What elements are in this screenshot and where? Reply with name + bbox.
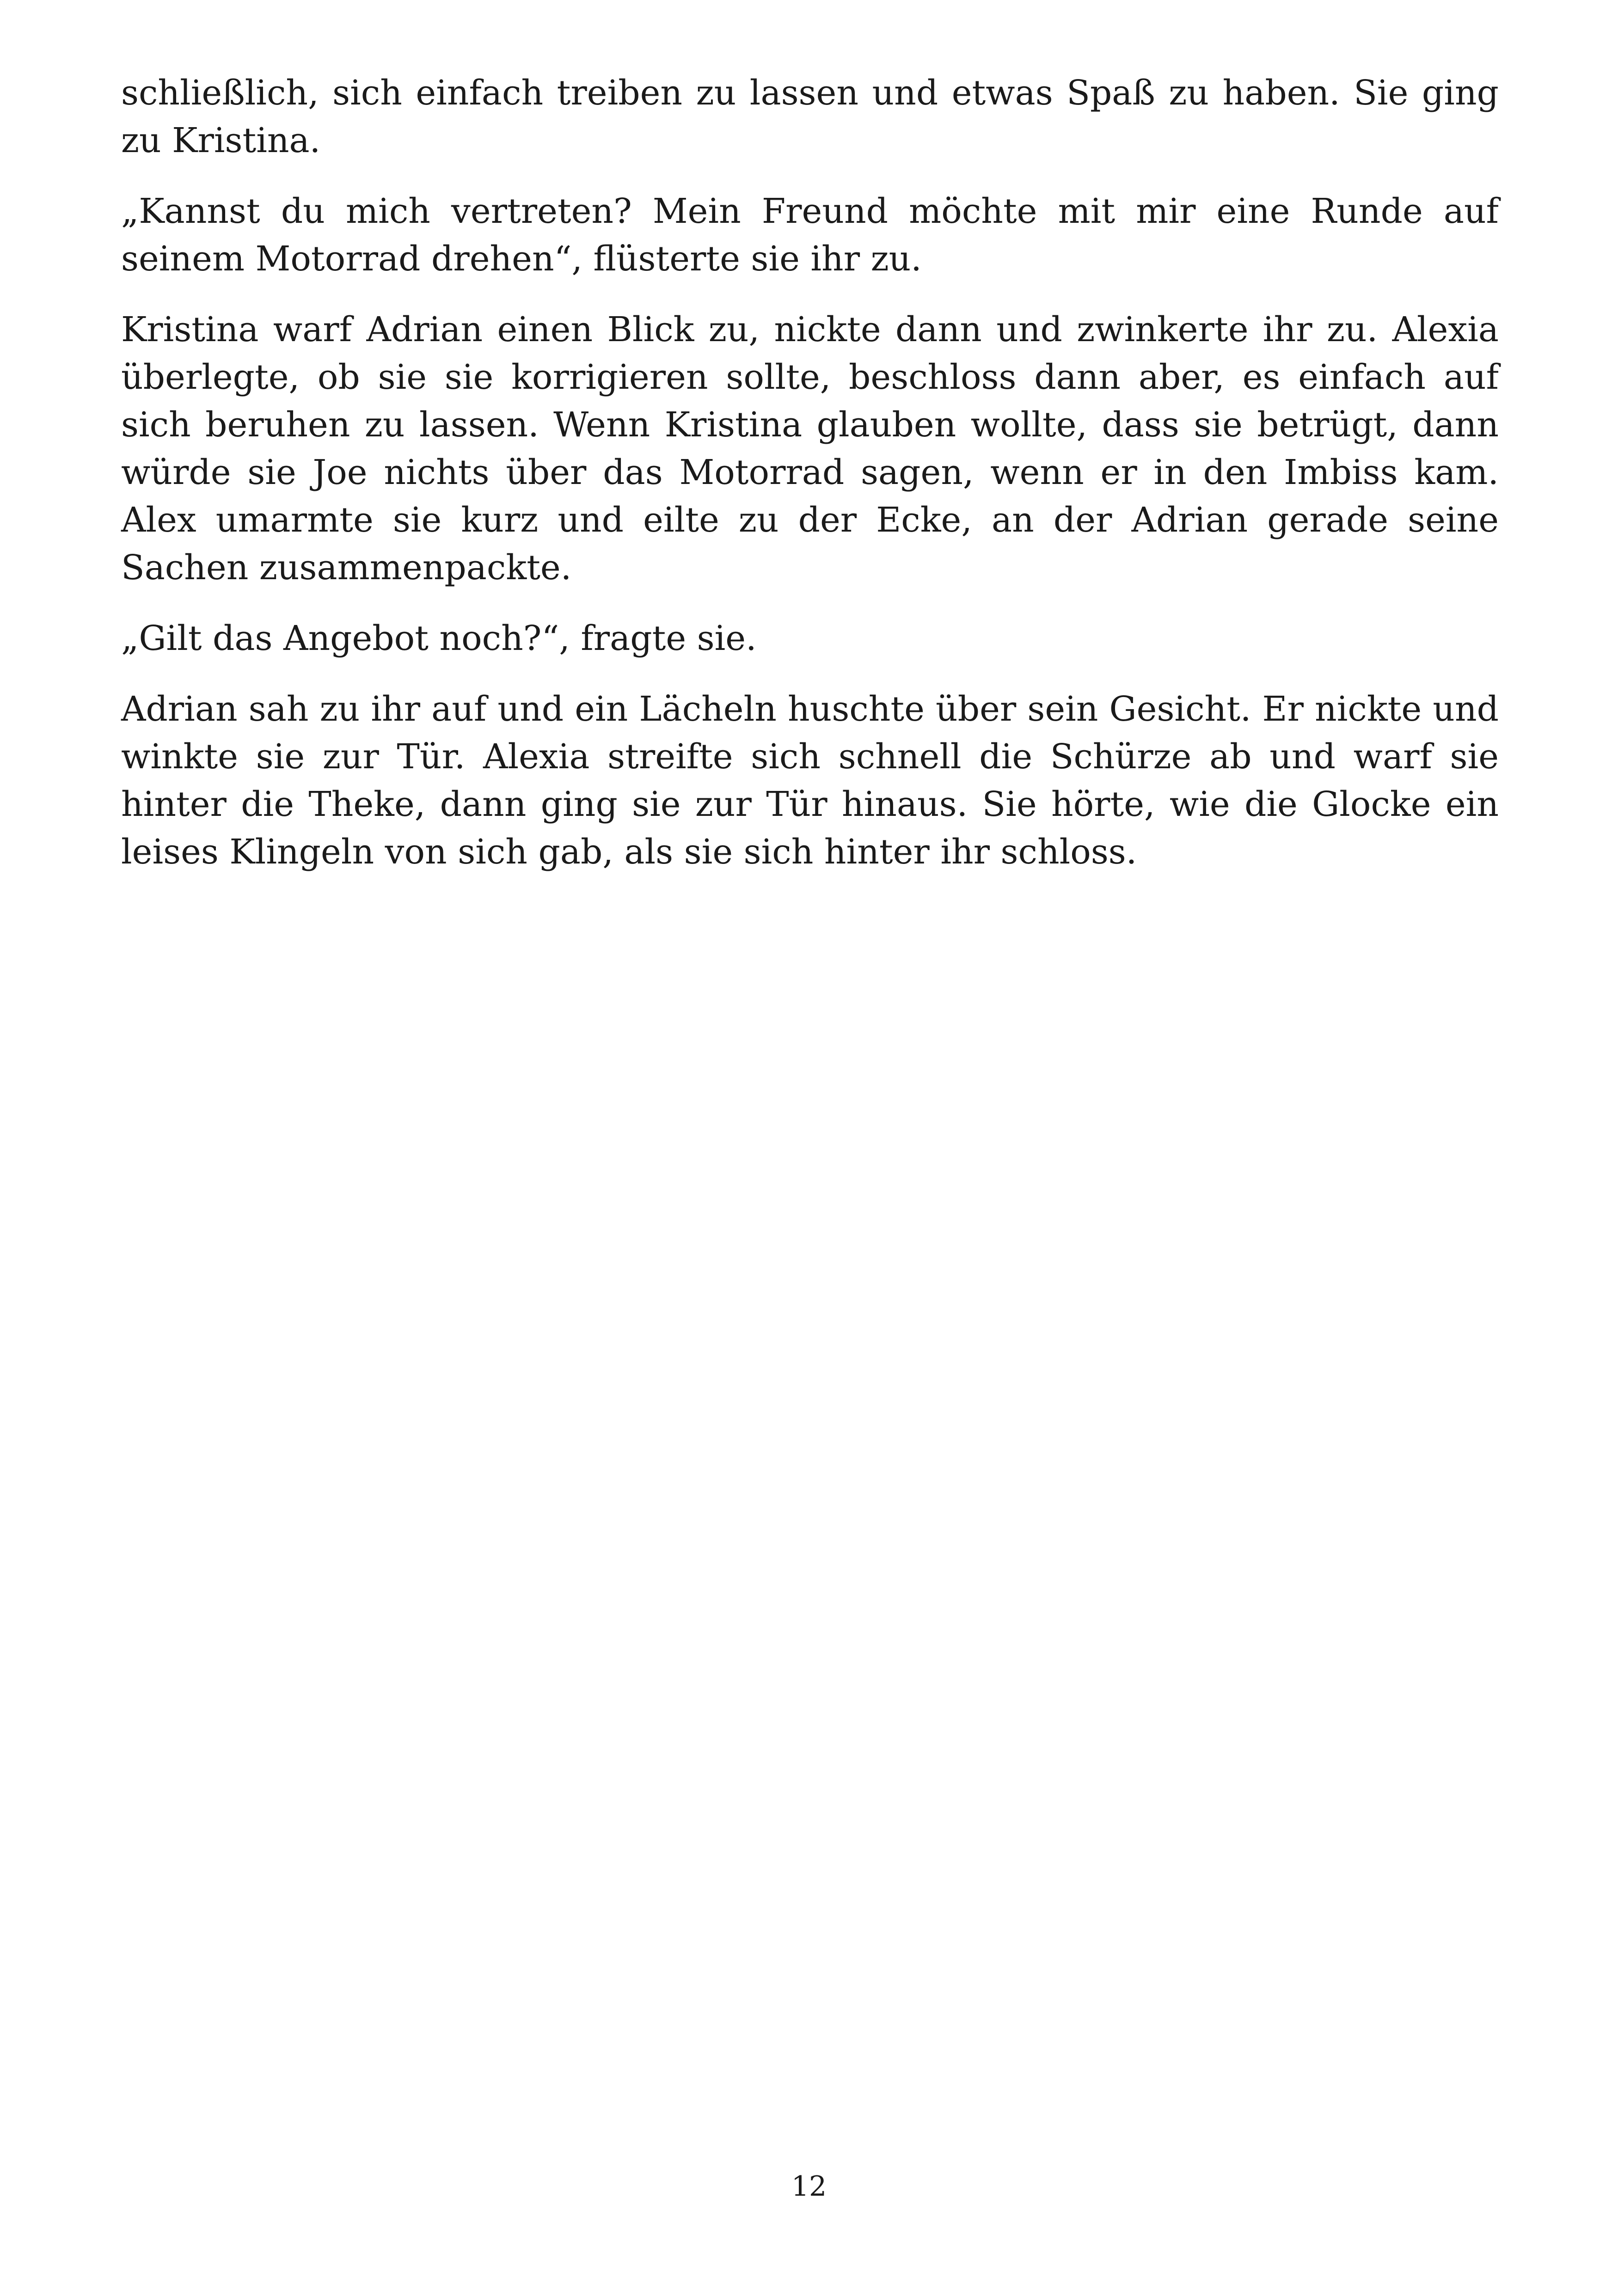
paragraph-5: Adrian sah zu ihr auf und ein Lächeln huschte über sein Gesicht. Er nickte und winkte sie zur Tür. Alexia streifte sich schnell die Schürze ab und warf sie hinter die Theke, dann ging sie zur Tür hinaus. Sie hörte, wie die Glocke ein leises Klingeln von sich gab, als sie sich hinter ihr schloss. bbox=[121, 689, 1499, 872]
paragraph-4: „Gilt das Angebot noch?“, fragte sie. bbox=[121, 618, 757, 658]
paragraph-3: Kristina warf Adrian einen Blick zu, nickte dann und zwinkerte ihr zu. Alexia überlegte, ob sie sie korrigieren sollte, beschloss dann aber, es einfach auf sich beruhen zu lassen. Wenn Kristina glauben wollte, dass sie betrügt, dann würde sie Joe nichts über das Motorrad sagen, wenn er in den Imbiss kam. Alex umarmte sie kurz und eilte zu der Ecke, an der Adrian gerade seine Sachen zusammenpackte. bbox=[121, 310, 1499, 588]
paragraph-2: „Kannst du mich vertreten? Mein Freund möchte mit mir eine Runde auf seinem Motorrad drehen“, flüsterte sie ihr zu. bbox=[121, 191, 1499, 279]
paragraph-1: schließlich, sich einfach treiben zu lassen und etwas Spaß zu haben. Sie ging zu Kristina. bbox=[121, 73, 1499, 160]
page-number: 12 bbox=[791, 2170, 827, 2203]
body-text bbox=[121, 69, 1499, 899]
